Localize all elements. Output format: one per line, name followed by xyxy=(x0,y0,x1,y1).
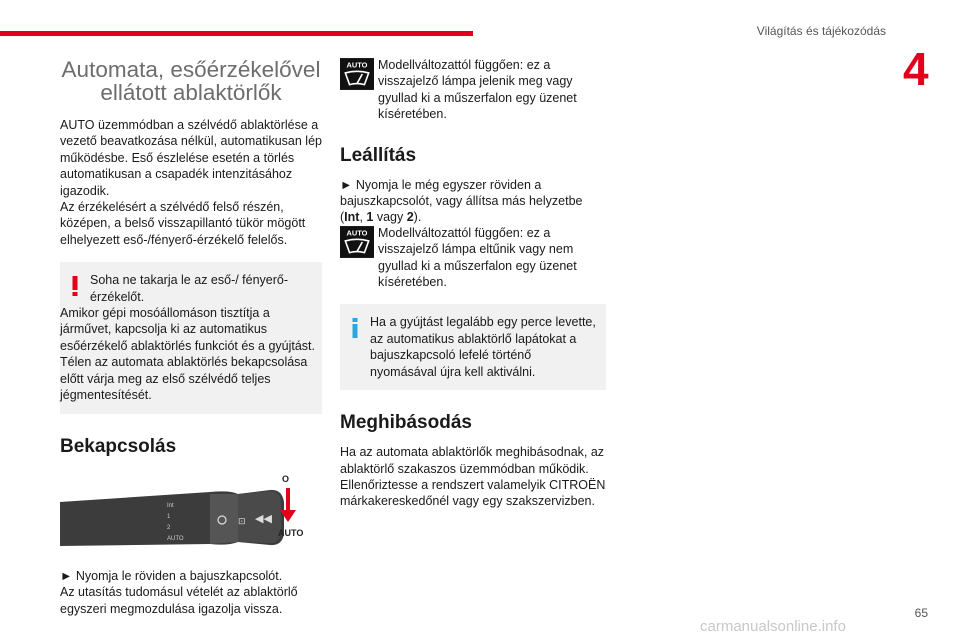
info-box xyxy=(340,304,606,390)
chapter-number: 4 xyxy=(903,43,929,95)
intro-paragraph-2: Az érzékelésért a szélvédő felső részén, középen, a belső visszapillantó tükör mögött elhelyezett eső-/fényerő-érzékelő felelős. xyxy=(60,200,306,247)
heading-leallitas: Leállítás xyxy=(340,144,417,166)
stalk-label-2: 2 xyxy=(167,524,171,531)
svg-text:◀◀: ◀◀ xyxy=(255,512,272,525)
figure-label-o: O xyxy=(282,473,290,484)
activation-note-text: Modellváltozattól függően: ez a visszajelző lámpa jelenik meg vagy gyullad ki a műszerfalon egy üzenet kíséretében. xyxy=(378,58,577,122)
activation-note xyxy=(340,58,606,123)
meghibasodas-text: Ha az automata ablaktörlők meghibásodnak, az ablaktörlő szakaszos üzemmódban működik. Ellenőriztesse a rendszert valamelyik CITROËN márkakereskedőnél vagy egy szakszervizben. xyxy=(340,445,606,509)
info-icon xyxy=(340,314,370,380)
warning-text-1: Soha ne takarja le az eső-/ fényerő-érzékelőt. xyxy=(90,273,289,304)
svg-text:⊡: ⊡ xyxy=(238,515,246,526)
svg-text:AUTO: AUTO xyxy=(346,60,368,70)
page-number: 65 xyxy=(914,606,928,620)
deactivation-note-text: Modellváltozattól függően: ez a visszajelző lámpa eltűnik vagy nem gyullad ki a műszerfalon egy üzenet kíséretében. xyxy=(378,225,577,290)
info-text: Ha a gyújtást legalább egy perce levette, az automatikus ablaktörlő lapátokat a bajuszkapcsoló lefelé történő nyomásával újra kell aktiválni. xyxy=(370,315,596,379)
bekapcsolas-step: ► Nyomja le röviden a bajuszkapcsolót. xyxy=(60,568,283,583)
bekapcsolas-note: Az utasítás tudomásul vételét az ablaktörlő egyszeri megmozdulása igazolja vissza. xyxy=(60,585,298,616)
warning-icon xyxy=(60,272,90,305)
heading-bekapcsolas: Bekapcsolás xyxy=(60,435,177,457)
stalk-label-auto: AUTO xyxy=(167,535,184,542)
stalk-label-int: Int xyxy=(167,502,174,509)
warning-box xyxy=(60,262,322,413)
watermark: carmanualsonline.info xyxy=(700,618,846,635)
warning-text-2: Amikor gépi mosóállomáson tisztítja a járművet, kapcsolja ki az automatikus esőérzékelő ablaktörlés funkciót és a gyújtást. xyxy=(60,306,315,353)
stalk-label-1: 1 xyxy=(167,513,171,520)
auto-wiper-indicator-icon xyxy=(340,226,374,258)
auto-wiper-indicator-icon xyxy=(340,58,374,90)
svg-text:AUTO: AUTO xyxy=(346,228,368,238)
wiper-stalk-figure xyxy=(60,472,322,556)
heading-meghibasodas: Meghibásodás xyxy=(340,412,472,434)
right-column xyxy=(340,58,606,510)
deactivation-note xyxy=(340,226,606,291)
intro-paragraph-1: AUTO üzemmódban a szélvédő ablaktörlése a vezető beavatkozása nélkül, automatikusan lép működésbe. Eső észlelése esetén a törlés automatikusan a csapadék intenzitásához igazodik. xyxy=(60,118,322,198)
page-title: Automata, esőérzékelővel ellátott ablaktörlők xyxy=(61,57,321,105)
red-header-bar xyxy=(0,31,473,36)
figure-label-auto: AUTO xyxy=(278,527,304,538)
leallitas-step: ► Nyomja le még egyszer röviden a bajuszkapcsolót, vagy állítsa más helyzetbe (Int, 1 vagy 2). xyxy=(340,177,583,225)
left-column xyxy=(60,58,322,617)
warning-text-3: Télen az automata ablaktörlés bekapcsolása előtt várja meg az első szélvédő teljes jégmentesítését. xyxy=(60,355,308,403)
section-title: Világítás és tájékozódás xyxy=(756,24,886,38)
